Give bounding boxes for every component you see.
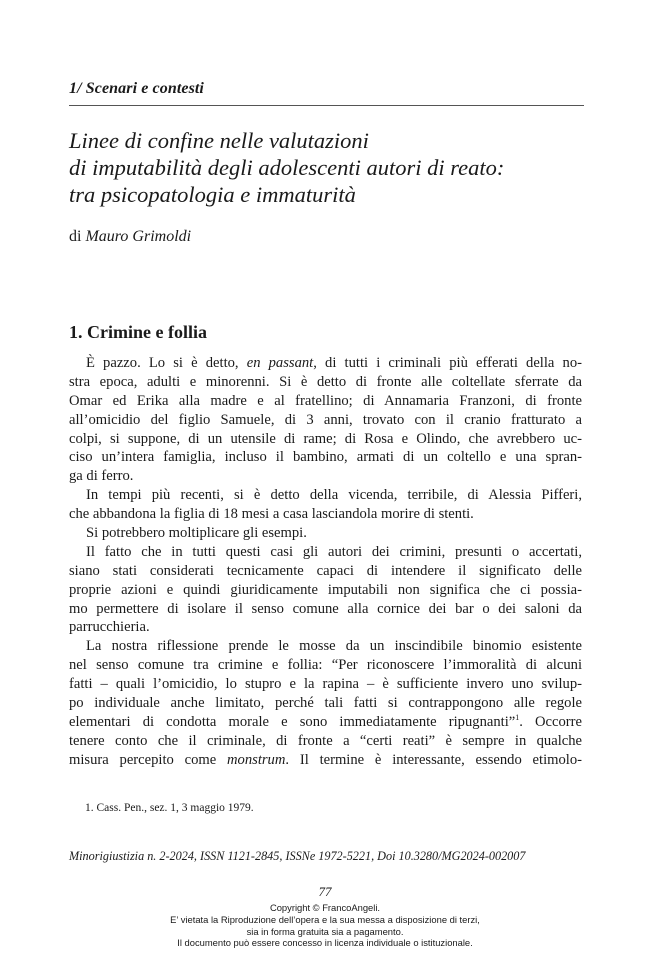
title-line: di imputabilità degli adolescenti autori di reato: <box>69 155 505 180</box>
text-line: po individuale anche limitato, perché tali fatti si contrappongono alle regole <box>69 695 582 712</box>
copyright-line: E’ vietata la Riproduzione dell’opera e la sua messa a disposizione di terzi, <box>170 913 480 925</box>
page-number: 77 <box>318 884 332 899</box>
text-line: stra epoca, adulti e minorenni. Si è detto di fronte alle coltellate sferrate da <box>69 373 582 390</box>
text-line: misura percepito come monstrum. Il termine è interessante, essendo etimolo- <box>69 751 582 768</box>
text-line: proprie azioni e quindi giuridicamente imputabili non significa che ci possia- <box>69 581 582 598</box>
section-heading: 1. Crimine e follia <box>69 322 207 342</box>
text-line: siano stati considerati tecnicamente capaci di intendere il significato delle <box>69 562 582 579</box>
text-line: parrucchieria. <box>69 619 150 636</box>
text-line: ciso un’intera famiglia, incluso il bambino, armati di un coltello e una spran- <box>69 449 582 466</box>
text-line: fatti – quali l’omicidio, lo stupro e la rapina – è sufficiente invero uno svilup- <box>69 676 582 693</box>
title-line: Linee di confine nelle valutazioni <box>69 128 369 153</box>
text-line: È pazzo. Lo si è detto, en passant, di tutti i criminali più efferati della no- <box>86 355 582 371</box>
text-line: che abbandona la figlia di 18 mesi a casa lasciandola morire di stenti. <box>69 506 474 523</box>
text-line: colpi, si suppone, di un utensile di rame; di Rosa e Olindo, che avrebbero uc- <box>69 430 582 447</box>
text-line: mo permettere di isolare il senso comune alla cornice dei bar o dei saloni da <box>69 600 582 617</box>
header-rule <box>69 105 584 106</box>
journal-citation: Minorigiustizia n. 2-2024, ISSN 1121-2845, ISSNe 1972-5221, Doi 10.3280/MG2024-002007 <box>69 849 526 863</box>
title-line: tra psicopatologia e immaturità <box>69 182 356 207</box>
text-line: tenere conto che il criminale, di fronte a “certi reati” è sempre in qualche <box>69 732 582 749</box>
text-line: ga di ferro. <box>69 468 134 485</box>
footnote-ref[interactable]: 1 <box>515 713 520 723</box>
text-line: elementari di condotta morale e sono immediatamente ripugnanti”$^1$. Occorre <box>69 713 582 730</box>
text-line: In tempi più recenti, si è detto della vicenda, terribile, di Alessia Pifferi, <box>86 487 582 504</box>
article-title <box>69 127 609 208</box>
text-line: Omar ed Erika alla madre e al fratellino; di Annamaria Franzoni, di fronte <box>69 392 582 409</box>
text-line: Il fatto che in tutti questi casi gli autori dei crimini, presunti o accertati, <box>86 543 582 560</box>
section-label: 1/ Scenari e contesti <box>69 80 204 97</box>
text-line: La nostra riflessione prende le mosse da un inscindibile binomio esistente <box>86 638 582 655</box>
text-line: nel senso comune tra crimine e follia: “Per riconoscere l’immoralità di alcuni <box>69 657 582 674</box>
author-name: Mauro Grimoldi <box>85 228 192 245</box>
copyright-notice <box>0 902 650 949</box>
byline-prefix: di <box>69 228 82 245</box>
copyright-line: sia in forma gratuita sia a pagamento. <box>246 925 404 937</box>
byline <box>69 228 191 246</box>
body-text <box>69 354 582 770</box>
copyright-line: Copyright © FrancoAngeli. <box>269 902 381 913</box>
text-line: all’omicidio del figlio Samuele, di 3 anni, trovato con il cranio fratturato a <box>69 411 582 428</box>
footnote: 1. Cass. Pen., sez. 1, 3 maggio 1979. <box>85 802 254 814</box>
copyright-line: Il documento può essere concesso in licenza individuale o istituzionale. <box>177 937 473 949</box>
text-line: Si potrebbero moltiplicare gli esempi. <box>86 525 307 542</box>
